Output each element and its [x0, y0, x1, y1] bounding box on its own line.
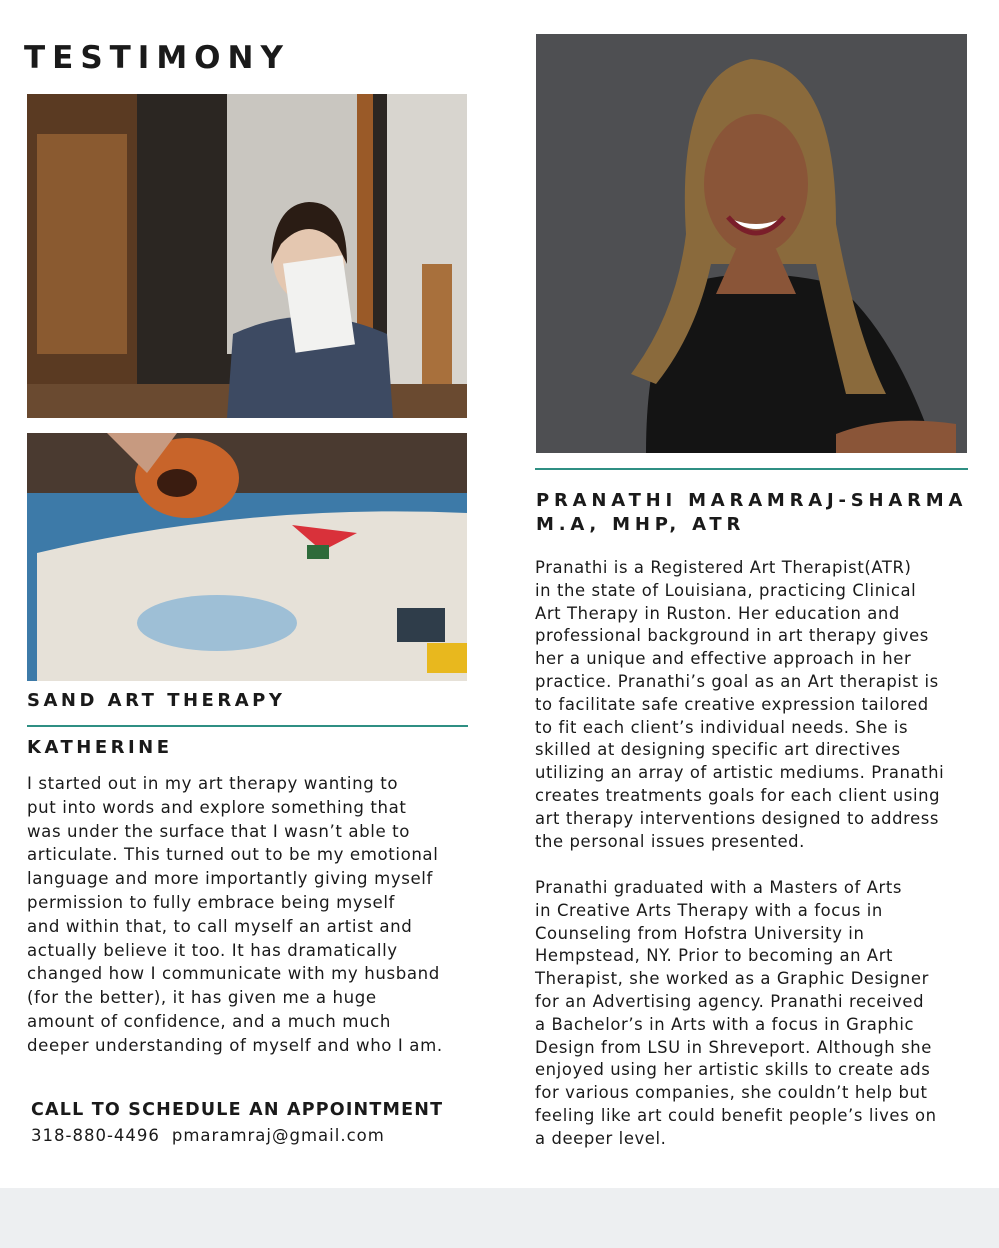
- therapist-portrait-photo: [536, 34, 967, 453]
- client-name: KATHERINE: [27, 737, 173, 758]
- footer-band: [0, 1188, 999, 1248]
- email-link[interactable]: pmaramraj@gmail.com: [171, 1126, 385, 1145]
- divider-rule: [535, 468, 968, 470]
- studio-portrait-photo: [27, 94, 467, 418]
- bio-paragraph: Pranathi graduated with a Masters of Arts in Creative Arts Therapy with a focus in Counseling from Hofstra University in Hempstead, NY. Prior to becoming an Art Therapist, she worked as a Graphic Designer for an Advertising agency. Pranathi received a Bachelor’s in Arts with a focus in Graphic Design from LSU in Shreveport. Although she enjoyed using her artistic skills to create ads for various companies, she couldn’t help but feeling like art could benefit people’s lives on a deeper level.: [535, 878, 937, 1148]
- cta-heading: CALL TO SCHEDULE AN APPOINTMENT: [31, 1100, 444, 1120]
- therapist-name: PRANATHI MARAMRAJ-SHARMA: [536, 490, 968, 511]
- phone-link[interactable]: 318-880-4496: [31, 1126, 160, 1145]
- therapist-credentials: M.A, MHP, ATR: [536, 514, 746, 535]
- divider-rule: [27, 725, 468, 727]
- page-title: TESTIMONY: [24, 40, 290, 76]
- bio-paragraph: Pranathi is a Registered Art Therapist(ATR) in the state of Louisiana, practicing Clinical Art Therapy in Ruston. Her education and professional background in art therapy gives her a unique and effective approach in her practice. Pranathi’s goal as an Art therapist is to facilitate safe creative expression tailored to fit each client’s individual needs. She is skilled at designing specific art directives utilizing an array of artistic mediums. Pranathi creates treatments goals for each client using art therapy interventions designed to address the personal issues presented.: [535, 558, 945, 851]
- contact-line: [31, 1126, 385, 1145]
- section-heading: SAND ART THERAPY: [27, 690, 286, 711]
- testimony-text: I started out in my art therapy wanting to put into words and explore something that was under the surface that I wasn’t able to articulate. This turned out to be my emotional language and more importantly giving myself permission to fully embrace being myself and within that, to call myself an artist and actually believe it too. It has dramatically changed how I communicate with my husband (for the better), it has given me a huge amount of confidence, and a much much deeper understanding of myself and who I am.: [27, 774, 443, 1055]
- sand-tray-photo: [27, 433, 467, 681]
